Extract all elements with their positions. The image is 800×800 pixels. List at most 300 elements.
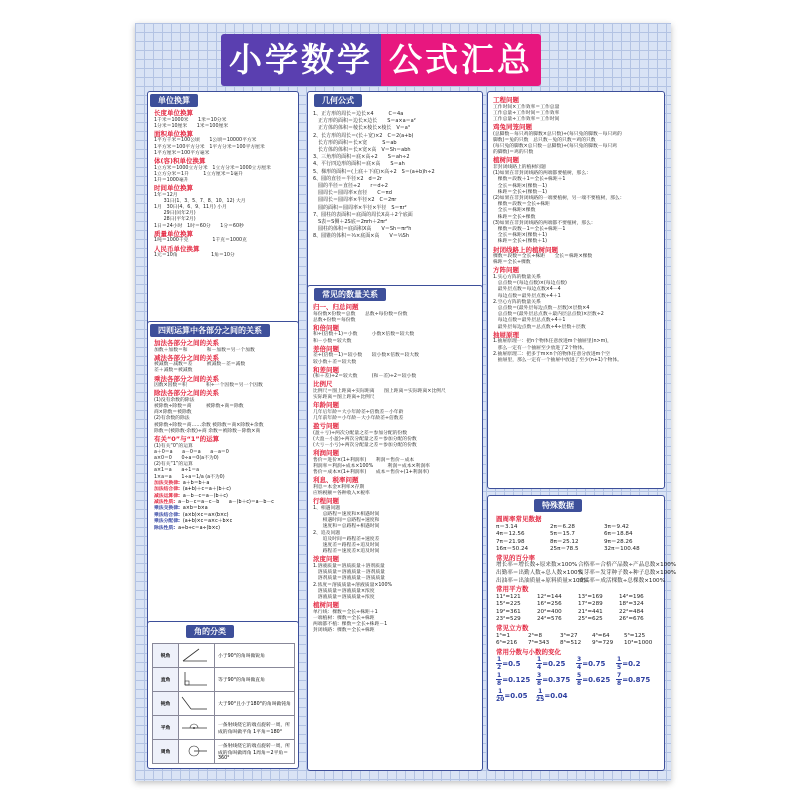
units-mass-title: 质量单位换算	[154, 229, 193, 238]
percent-formula: 成活率＝成活棵数÷总棵数×100%	[578, 577, 665, 584]
quantity-line: 溶质质量＝溶液质量×浓度	[313, 588, 375, 594]
square-title: 常用平方数	[496, 585, 529, 594]
misc-section-title: 抽屉原理	[493, 330, 519, 339]
square-value: 11²=121	[496, 593, 521, 600]
fraction-denominator: 8	[537, 680, 542, 688]
cube-value: 9³=729	[592, 640, 614, 647]
units-area-line: 1平方厘米＝100平方毫米	[154, 150, 210, 156]
quantity-line: 速度差＝路程差÷追及时间	[313, 543, 380, 549]
fraction-numerator: 5	[577, 672, 582, 680]
geometry-line: 2、长方形的周长＝(长＋宽)×2 C＝2(a+b)	[313, 132, 414, 139]
ops-law-row	[154, 526, 298, 532]
equals-sign: =	[582, 675, 589, 684]
pi-title: 圆周率常见数据	[496, 515, 542, 523]
units-money-title: 人民币单位换算	[154, 244, 200, 253]
misc-line: 总点数＝(最外层总点数＋最内层总点数)×层数÷2	[493, 312, 604, 318]
misc-line: (每只兔的脚数×总只数－总脚数)÷(每只兔的脚数－每只鸡	[493, 144, 617, 150]
cube-value-grid	[496, 633, 662, 648]
panel-misc-problems	[487, 91, 665, 489]
ops-section-title: 乘法各部分之间的关系	[154, 374, 219, 383]
fraction-item	[496, 672, 536, 687]
percent-formula-grid	[496, 562, 677, 585]
ops-section-title: 有关“0”与“1”的运算	[154, 435, 220, 444]
units-time-line: 29日(闰年2月)	[154, 211, 196, 217]
angle-row	[153, 692, 295, 716]
percent-formula: 出勤率＝出勤人数÷总人数×100%	[496, 569, 583, 576]
ops-law-formula: (a×b)×c＝a×(b×c)	[182, 512, 229, 518]
units-volume-line: 1立方米＝1000立方分米 1立方分米＝1000立方厘米	[154, 165, 271, 171]
equals-sign: =	[542, 659, 549, 668]
geometry-body	[313, 111, 483, 241]
quantity-line: 总路程＝速度和×相遇时间	[313, 512, 380, 518]
square-value: 24²=576	[537, 616, 562, 623]
ops-law-name: 乘法结合律:	[154, 512, 180, 518]
units-volume-line: 1升＝1000毫升	[154, 177, 189, 183]
misc-line: 全长＝株距×(棵数－1)	[493, 183, 547, 189]
ops-line: a＋0＝a a－0＝a a－a＝0	[154, 449, 229, 455]
geometry-line: S表＝S侧＋2S底＝2πrh＋2πr²	[313, 219, 388, 226]
geometry-line: 3、三角形的面积＝底×高÷2 S＝ah÷2	[313, 154, 410, 161]
square-value: 15²=225	[496, 601, 521, 608]
fraction-item	[616, 656, 656, 671]
fraction-numerator: 1	[497, 672, 502, 680]
quantity-section-title: 利息、税率问题	[313, 476, 359, 485]
ops-law-formula: a÷b÷c＝a÷(b×c)	[178, 525, 220, 531]
fraction-numerator: 1	[497, 656, 502, 664]
fraction-denominator: 8	[497, 680, 502, 688]
units-body	[154, 109, 298, 259]
pi-value-grid	[496, 524, 662, 554]
pi-value: 5π＝15.7	[550, 531, 575, 538]
square-value: 23²=529	[496, 616, 521, 623]
square-value: 22²=484	[619, 608, 644, 615]
percent-formula: 出油率＝出油质量÷原料质量×100%	[496, 577, 589, 584]
ops-line: 加数＋加数＝和 和－加数＝另一个加数	[154, 347, 255, 353]
fraction-numerator: 1	[538, 688, 543, 696]
quantity-line: 两端都不植：棵数＝全长÷株距－1	[313, 622, 388, 628]
quantity-line: 1、相遇问题	[313, 505, 341, 511]
misc-line: 非封闭线路上的植树问题	[493, 164, 546, 170]
fraction-numerator: 1	[498, 688, 503, 696]
misc-line: 棵数＝段数－1＝全长÷株距－1	[493, 226, 566, 232]
ops-line: (1)有关“0”的运算	[154, 443, 193, 449]
pi-value: 8π＝25.12	[550, 538, 579, 545]
quantity-line: 单行线：棵数＝全长÷株距＋1	[313, 609, 378, 615]
decimal-value: 0.05	[510, 691, 528, 700]
equals-sign: =	[504, 691, 511, 700]
fraction	[536, 688, 544, 703]
quantity-line: 和÷(倍数＋1)＝小数 小数×倍数＝较大数	[313, 332, 415, 338]
square-value: 26²=676	[619, 616, 644, 623]
quantity-section-title: 差倍问题	[313, 344, 339, 353]
quantity-section-title: 盈亏问题	[313, 422, 339, 431]
misc-line: 总点数＝(每边点数)×(每边点数)	[493, 281, 567, 287]
quantity-line: 追及时间＝路程差÷速度差	[313, 536, 380, 542]
misc-section-title: 封闭线路上的植树问题	[493, 245, 558, 254]
decimal-value: 0.375	[548, 675, 571, 684]
misc-line: 脚数)＝兔的只数 总只数－兔的只数＝鸡的只数	[493, 137, 596, 143]
quantity-line: 相遇时间＝总路程÷速度和	[313, 518, 380, 524]
angle-row	[153, 668, 295, 692]
angle-description: 等于90°的角叫做直角	[215, 668, 295, 692]
quantity-line: 应纳税额＝各种收入×税率	[313, 491, 370, 497]
geometry-line: 正方体的体积＝棱长×棱长×棱长 V＝a³	[313, 125, 410, 132]
geometry-line: 圆周长＝圆周率×半径×2 C＝2πr	[313, 197, 397, 204]
fraction-denominator: 25	[536, 696, 545, 704]
misc-line: 最外层点数＝每边点数×4－4	[493, 287, 561, 293]
quantity-line: (盈＋亏)÷两次分配量之差＝参加分配的份数	[313, 430, 408, 436]
fraction-item	[496, 656, 536, 671]
ops-body	[154, 339, 298, 532]
misc-line: 那么一定有一个抽屉至少放进了2个物体。	[493, 345, 588, 351]
equals-sign: =	[502, 659, 509, 668]
misc-line: 最外层每边点数＝总点数÷4÷层数＋层数	[493, 324, 586, 330]
units-area-line: 1平方千米＝100公顷 1公顷＝10000平方米	[154, 138, 257, 144]
ops-law-formula: (a+b)×c＝a×c＋b×c	[182, 519, 233, 525]
misc-line: 2.抽屉原理二：把多于m×n个的物体任意分放进m个空	[493, 351, 610, 357]
units-time-line: 1日＝24小时 1时＝60分 1分＝60秒	[154, 223, 244, 229]
square-value: 20²=400	[537, 608, 562, 615]
misc-line: (2)如果在非封闭线路的一端要植树，另一端不要植树，那么：	[493, 195, 625, 201]
fraction-item	[576, 672, 616, 687]
formula-poster	[135, 23, 677, 781]
fraction-title: 常用分数与小数的变化	[496, 647, 561, 656]
quantity-section-title: 利润问题	[313, 449, 339, 458]
misc-line: 全长＝株距×棵数	[493, 208, 536, 214]
special-body	[496, 515, 677, 704]
geometry-line: 圆周长＝圆周率×直径 C＝πd	[313, 190, 392, 197]
quantity-line: 2.浓度＝溶质质量÷溶液质量×100%	[313, 582, 393, 588]
ops-line: a×1＝a a÷1＝a	[154, 468, 200, 474]
decimal-value: 0.875	[628, 675, 651, 684]
cube-title: 常见立方数	[496, 624, 529, 633]
fraction-denominator: 8	[577, 680, 582, 688]
quantity-section-title: 比例尺	[313, 380, 333, 389]
ops-section-title: 减法各部分之间的关系	[154, 353, 219, 362]
misc-line: 总点数＝(最外层每边点数－层数)×层数×4	[493, 305, 590, 311]
equals-sign: =	[544, 691, 551, 700]
square-value: 18²=324	[619, 601, 644, 608]
geometry-line: 8、圆锥的体积＝⅓×底面×高 V＝⅓Sh	[313, 233, 410, 240]
geometry-line: 圆的半径＝直径÷2 r＝d÷2	[313, 183, 388, 190]
geometry-line: 1、正方形的周长＝边长×4 C＝4a	[313, 111, 404, 117]
panel-geometry	[307, 91, 483, 297]
decimal-value: 0.5	[508, 659, 521, 668]
quantity-line: 1.溶液质量＝溶质质量＋溶剂质量	[313, 563, 385, 569]
panel-angles	[147, 621, 299, 769]
square-value: 14²=196	[619, 593, 644, 600]
misc-line: 1.实心方阵的数量关系	[493, 274, 541, 280]
units-volume-title: 体(容)积单位换算	[154, 157, 206, 166]
equals-sign: =	[622, 675, 629, 684]
fraction-item	[536, 688, 576, 703]
quantity-line: 和－小数＝较大数	[313, 338, 352, 344]
units-time-line: 31日(1、3、5、7、8、10、12) 大月	[154, 198, 246, 204]
quantity-line: 每份数×份数＝总数 总数÷每份数＝份数	[313, 311, 408, 317]
units-area-line: 1平方米＝100平方分米 1平方分米＝100平方厘米	[154, 144, 265, 150]
ops-law-formula: (a+b)＋c＝a＋(b＋c)	[182, 487, 231, 493]
square-value: 21²=441	[578, 608, 603, 615]
ops-law-name: 乘法分配律:	[154, 519, 180, 525]
angle-description: 一条射线绕它的端点旋转一周，所成的角叫做平角 1平角＝180°	[215, 716, 295, 740]
equals-sign: =	[582, 659, 589, 668]
quantity-line: 实际距离＝图上距离÷比例尺	[313, 395, 375, 401]
fraction-numerator: 3	[577, 656, 582, 664]
angle-row	[153, 740, 295, 764]
pi-value: π＝3.14	[496, 523, 518, 530]
misc-line: 棵数＝段数＋1＝全长÷株距＋1	[493, 177, 566, 183]
panel-angles-heading: 角的分类	[186, 625, 234, 638]
pi-value: 16π＝50.24	[496, 546, 529, 553]
pi-value: 9π＝28.26	[604, 538, 633, 545]
units-money-line: 1元＝10角 1角＝10分	[154, 253, 235, 259]
title-part-1: 小学数学	[221, 34, 381, 86]
misc-line: 株距＝全长÷(棵数＋1)	[493, 239, 547, 245]
quantity-line: 利润率＝利润÷成本×100% 利润＝成本×利润率	[313, 464, 430, 470]
ops-line: (1)没有余数的除法	[154, 397, 195, 403]
ops-law-formula: a＋b＝b＋a	[182, 480, 210, 486]
decimal-value: 0.25	[548, 659, 566, 668]
fraction-item	[536, 656, 576, 671]
fraction-denominator: 20	[496, 696, 505, 704]
full-angle-icon	[179, 740, 215, 764]
quantity-section-title: 年龄问题	[313, 401, 339, 410]
angle-name: 锐角	[153, 644, 179, 668]
misc-line: (1)如果在非封闭线路的两端都要植树，那么：	[493, 171, 591, 177]
geometry-line: 长方体的体积＝长×宽×高 V＝Sh＝abh	[313, 147, 411, 154]
ops-law-name: 加法结合律:	[154, 487, 180, 493]
cube-value: 2³=8	[528, 632, 543, 639]
quantity-line: 速度和＝总路程÷相遇时间	[313, 524, 380, 530]
quantity-line: 售价＝进价×(1+利润率) 利润＝售价－成本	[313, 457, 415, 463]
geometry-line: 圆的面积＝圆周率×半径×半径 S＝πr²	[313, 204, 407, 211]
panel-special-heading: 特殊数据	[534, 499, 582, 512]
quantity-section-title: 和倍问题	[313, 323, 339, 332]
ops-law-formula: a－b－c＝a－(b＋c)	[182, 493, 228, 499]
square-value: 16²=256	[537, 601, 562, 608]
panel-special	[487, 495, 677, 771]
ops-line: 被除数÷除数＝商……余数 被除数＝商×除数+余数	[154, 422, 264, 428]
cube-value: 8³=512	[560, 640, 582, 647]
pi-value: 2π＝6.28	[550, 523, 575, 530]
angle-name: 平角	[153, 716, 179, 740]
percent-formula: 发芽率＝发芽种子数÷种子总数×100%	[578, 569, 677, 576]
panel-ops-heading: 四则运算中各部分之间的关系	[150, 324, 270, 337]
cube-value: 5³=125	[624, 632, 646, 639]
units-time-title: 时间单位换算	[154, 184, 193, 193]
geometry-line: 正方形的面积＝边长×边长 S＝a×a＝a²	[313, 118, 416, 125]
percent-formula: 增长率＝增长数÷原来数×100%	[496, 562, 578, 569]
angle-name: 周角	[153, 740, 179, 764]
poster-title	[221, 34, 541, 86]
quantity-line: 几年前年龄＝小年龄－大小年龄差÷倍数差	[313, 416, 404, 422]
panel-units-heading: 单位换算	[150, 94, 198, 107]
misc-line: 工作总量÷工作效率＝工作时间	[493, 116, 560, 122]
quantity-line: 一端植树：棵数＝全长÷株距	[313, 615, 375, 621]
ops-line: 差＋减数＝被减数	[154, 368, 193, 374]
quantity-line: 溶剂质量＝溶液质量－溶质质量	[313, 576, 385, 582]
panel-units	[147, 91, 299, 347]
quantity-line: 差÷(倍数－1)＝较小数 较小数×倍数＝较大数	[313, 353, 419, 359]
panel-operations	[147, 321, 299, 639]
quantity-line: (和＋差)÷2＝较大数 (和－差)÷2＝较小数	[313, 374, 417, 380]
units-area-title: 面积单位换算	[154, 129, 193, 138]
ops-line: (2)有关“1”的运算	[154, 462, 193, 468]
quantity-line: 溶质质量＝溶液质量－溶剂质量	[313, 570, 385, 576]
pi-value: 32π＝100.48	[604, 546, 640, 553]
angle-name: 直角	[153, 668, 179, 692]
square-value: 25²=625	[578, 616, 603, 623]
panel-quantity	[307, 285, 483, 771]
ops-line: 被除数÷除数＝商 被除数÷商＝除数	[154, 404, 244, 410]
fraction-denominator: 8	[617, 680, 622, 688]
fraction-denominator: 2	[497, 664, 502, 672]
misc-problems-body	[493, 96, 665, 364]
ops-section-title: 除法各部分之间的关系	[154, 389, 219, 398]
ops-line: (2)有余数的除法	[154, 416, 190, 422]
ops-line: 商×除数＝被除数	[154, 410, 192, 416]
misc-line: 工作时间×工作效率＝工作总量	[493, 104, 560, 110]
fraction-item	[576, 656, 616, 671]
ops-law-formula: a×b＝b×a	[182, 506, 208, 512]
title-part-2: 公式汇总	[381, 34, 541, 86]
ops-law-formula: a－b－c＝a－c－b a－(b＋c)＝a－b－c	[178, 499, 274, 505]
misc-line: 的脚数)＝鸡的只数	[493, 150, 534, 156]
cube-value: 3³=27	[560, 632, 578, 639]
angle-row	[153, 644, 295, 668]
fraction-grid	[496, 656, 662, 703]
quantity-line: 较小数＋差＝较大数	[313, 359, 357, 365]
fraction-item	[536, 672, 576, 687]
square-value: 17²=289	[578, 601, 603, 608]
quantity-section-title: 浓度问题	[313, 555, 339, 564]
ops-line: 因数×因数＝积 积÷一个因数＝另一个因数	[154, 383, 263, 389]
pi-value: 4π＝12.56	[496, 531, 525, 538]
pi-value: 6π＝18.84	[604, 531, 633, 538]
fraction-denominator: 5	[617, 664, 622, 672]
equals-sign: =	[542, 675, 549, 684]
square-value: 19²=361	[496, 608, 521, 615]
quantity-line: 封闭线路：棵数＝全长÷株距	[313, 628, 375, 634]
quantity-line: 2、追及问题	[313, 530, 341, 536]
fraction-numerator: 3	[537, 672, 542, 680]
misc-section-title: 工程问题	[493, 96, 519, 104]
acute-angle-icon	[179, 644, 215, 668]
quantity-body	[313, 303, 483, 635]
equals-sign: =	[502, 675, 509, 684]
misc-line: 棵数＝段数＝全长÷株距	[493, 202, 550, 208]
misc-section-title: 植树问题	[493, 156, 519, 165]
fraction-item	[496, 688, 536, 703]
ops-line: 被减数－减数＝差 被减数－差＝减数	[154, 362, 246, 368]
cube-value: 7³=343	[528, 640, 550, 647]
decimal-value: 0.2	[628, 659, 641, 668]
units-time-line: 1月 30日(4、6、9、11月) 小月	[154, 205, 227, 211]
misc-line: 每边点数＝最外层总点数÷4＋1	[493, 318, 566, 324]
fraction-denominator: 4	[537, 664, 542, 672]
ops-law-name: 加法交换律:	[154, 480, 180, 486]
fraction-numerator: 1	[537, 656, 542, 664]
fraction-numerator: 1	[617, 656, 622, 664]
decimal-value: 0.125	[508, 675, 531, 684]
decimal-value: 0.04	[550, 691, 568, 700]
quantity-line: 路程差＝速度差×追及时间	[313, 549, 380, 555]
quantity-section-title: 归一、归总问题	[313, 303, 359, 311]
units-volume-line: 1立方分米＝1升 1立方厘米＝1毫升	[154, 171, 243, 177]
misc-line: 全长＝株距×(棵数＋1)	[493, 233, 547, 239]
misc-line: 1.抽屉原理一：把n个物体任意放进m个抽屉里(n>m)，	[493, 339, 612, 345]
percent-formula: 合格率＝合格产品数÷产品总数×100%	[578, 562, 677, 569]
decimal-value: 0.75	[588, 659, 606, 668]
ops-law-name: 减法性质:	[154, 499, 176, 505]
fraction-numerator: 7	[617, 672, 622, 680]
misc-section-title: 方阵问题	[493, 266, 519, 275]
units-length-line: 1分米＝10厘米 1米＝100厘米	[154, 123, 229, 129]
units-time-line: 1年＝12月	[154, 192, 178, 198]
square-value: 12²=144	[537, 593, 562, 600]
panel-quantity-heading: 常见的数量关系	[314, 288, 386, 301]
misc-line: 抽屉里，那么一定有一个抽屉中放进了至少(n+1)个物体。	[493, 357, 622, 363]
misc-line: 株距＝全长÷棵数	[493, 214, 536, 220]
quantity-section-title: 植树问题	[313, 601, 339, 610]
pi-value: 3π＝9.42	[604, 523, 629, 530]
units-mass-line: 1吨＝1000千克 1千克＝1000克	[154, 238, 247, 244]
ops-law-name: 除法性质:	[154, 525, 176, 531]
misc-line: 2.空心方阵的数量关系	[493, 299, 541, 305]
percent-title: 常见的百分率	[496, 553, 535, 562]
units-length-title: 长度单位换算	[154, 109, 193, 117]
ops-line: 1×a＝a 1÷a＝1/a (a不为0)	[154, 474, 225, 480]
pi-value: 7π＝21.98	[496, 538, 525, 545]
straight-angle-icon	[179, 716, 215, 740]
ops-section-title: 加法各部分之间的关系	[154, 339, 219, 347]
quantity-line: 总数÷份数＝每份数	[313, 317, 356, 323]
decimal-value: 0.625	[588, 675, 611, 684]
fraction	[496, 688, 504, 703]
geometry-line: 4、平行四边形的面积＝底×高 S＝ah	[313, 161, 405, 168]
misc-line: 工作总量÷工作时间＝工作效率	[493, 110, 560, 116]
ops-line: a×0＝0 0÷a＝0(a不为0)	[154, 455, 219, 461]
quantity-line: 溶液质量＝溶质质量÷浓度	[313, 595, 375, 600]
cube-value: 4³=64	[592, 632, 610, 639]
ops-law-name: 减法运算律:	[154, 493, 180, 499]
geometry-line: 7、圆柱的表面积＝底面的周长X高＋2个底面	[313, 211, 413, 218]
quantity-line: (大亏－小亏)÷两次分配量之差＝参加分配的份数	[313, 443, 417, 449]
quantity-section-title: 行程问题	[313, 497, 339, 506]
geometry-line: 5、梯形的面积＝(上底＋下底)×高÷2 S＝(a+b)h÷2	[313, 168, 435, 175]
angle-table	[152, 643, 295, 764]
square-value: 13²=169	[578, 593, 603, 600]
fraction-item	[616, 672, 656, 687]
equals-sign: =	[622, 659, 629, 668]
cube-value: 1³=1	[496, 632, 511, 639]
fraction-denominator: 4	[577, 664, 582, 672]
cube-value: 6³=216	[496, 640, 518, 647]
misc-line: 棵数＝段数＝全长÷株距 全长＝株距×棵数	[493, 254, 593, 260]
misc-line: 株距＝全长÷(棵数－1)	[493, 189, 547, 195]
angle-description: 小于90°的角叫做锐角	[215, 644, 295, 668]
angle-description: 大于90°且小于180°的角叫做钝角	[215, 692, 295, 716]
misc-line: 每边点数＝最外层点数÷4＋1	[493, 293, 561, 299]
quantity-line: 利息＝本金×利率×存期	[313, 484, 365, 490]
geometry-line: 长方形的面积＝长×宽 S＝ab	[313, 139, 397, 146]
ops-law-name: 乘法交换律:	[154, 506, 180, 512]
square-value-grid	[496, 594, 662, 624]
misc-section-title: 鸡兔同笼问题	[493, 123, 532, 132]
geometry-line: 6、圆的直径＝半径×2 d＝2r	[313, 175, 382, 182]
misc-line: (总脚数－每只鸡的脚数×总只数)÷(每只兔的脚数－每只鸡的	[493, 131, 622, 137]
pi-value: 25π＝78.5	[550, 546, 579, 553]
